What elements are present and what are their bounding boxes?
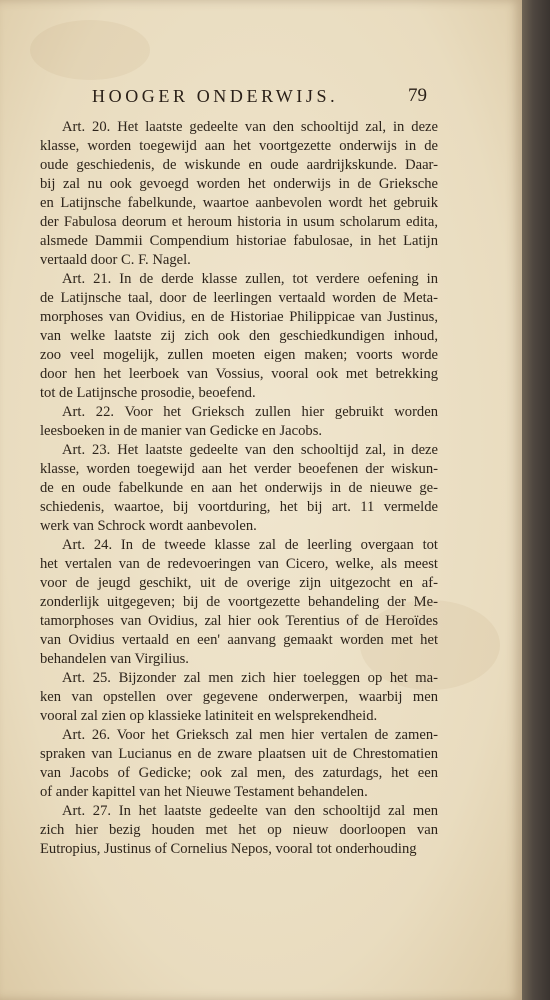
text-line: bij zal nu ook gevoegd worden het onderwijs in de Grieksche: [40, 176, 438, 192]
page-number: 79: [408, 85, 427, 106]
text-line: Art. 27. In het laatste gedeelte van den schooltijd zal men: [62, 803, 438, 819]
page-header: [0, 86, 522, 112]
article-paragraph: [40, 118, 438, 270]
text-line: werk van Schrock wordt aanbevolen.: [40, 518, 257, 534]
text-line: Art. 25. Bijzonder zal men zich hier toeleggen op het ma-: [62, 670, 438, 686]
text-line: vooral zal zien op klassieke latiniteit en welsprekendheid.: [40, 708, 378, 724]
book-edge: [522, 0, 550, 1000]
body-text: [40, 118, 438, 859]
text-line: tamorphoses van Ovidius, zal hier ook Terentius of de Heroïdes: [40, 613, 438, 629]
text-line: oude geschiedenis, de wiskunde en oude aardrijkskunde. Daar-: [40, 157, 438, 173]
text-line: Eutropius, Justinus of Cornelius Nepos, vooral tot onderhouding: [40, 841, 417, 857]
text-line: klasse, worden toegewijd aan het verder beoefenen der wiskun-: [40, 461, 438, 477]
text-line: zoo veel mogelijk, zullen moeten eigen maken; voorts worde: [40, 347, 438, 363]
article-paragraph: [40, 403, 438, 441]
article-paragraph: [40, 536, 438, 669]
text-line: het vertalen van de redevoeringen van Cicero, welke, als meest: [40, 556, 438, 572]
text-line: Art. 24. In de tweede klasse zal de leerling overgaan tot: [62, 537, 438, 553]
paper-stain: [30, 20, 150, 80]
text-line: de Latijnsche taal, door de leerlingen vertaald worden de Meta-: [40, 290, 438, 306]
article-paragraph: [40, 270, 438, 403]
text-line: zonderlijk uitgegeven; bij de voortgezette behandeling der Me-: [40, 594, 438, 610]
text-line: schiedenis, waartoe, bij voortduring, het bij art. 11 vermelde: [40, 499, 438, 515]
text-line: behandelen van Virgilius.: [40, 651, 189, 667]
text-line: Art. 23. Het laatste gedeelte van den schooltijd zal, in deze: [62, 442, 438, 458]
text-line: vertaald door C. F. Nagel.: [40, 252, 191, 268]
text-line: en Latijnsche fabelkunde, waartoe aanbevolen wordt het gebruik: [40, 195, 438, 211]
text-line: leesboeken in de manier van Gedicke en Jacobs.: [40, 423, 323, 439]
article-paragraph: [40, 669, 438, 726]
text-line: ken van opstellen over gegevene onderwerpen, waarbij men: [40, 689, 438, 705]
text-line: of ander kapittel van het Nieuwe Testament behandelen.: [40, 784, 368, 800]
article-paragraph: [40, 802, 438, 859]
text-line: Art. 22. Voor het Grieksch zullen hier gebruikt worden: [62, 404, 438, 420]
text-line: van Jacobs of Gedicke; ook zal men, des zaturdags, het een: [40, 765, 438, 781]
text-line: tot de Latijnsche prosodie, beoefend.: [40, 385, 256, 401]
text-line: alsmede Dammii Compendium historiae fabulosae, in het Latijn: [40, 233, 438, 249]
text-line: klasse, worden toegewijd aan het voortgezette onderwijs in de: [40, 138, 438, 154]
text-line: door hen het leerboek van Vossius, vooral ook met betrekking: [40, 366, 438, 382]
text-line: Art. 21. In de derde klasse zullen, tot verdere oefening in: [62, 271, 438, 287]
article-paragraph: [40, 441, 438, 536]
article-paragraph: [40, 726, 438, 802]
text-line: Art. 20. Het laatste gedeelte van den schooltijd zal, in deze: [62, 119, 438, 135]
text-line: van Ovidius vertaald en een' aanvang gemaakt worden met het: [40, 632, 438, 648]
text-line: der Fabulosa deorum et heroum historia in usum scholarum edita,: [40, 214, 438, 230]
text-line: van welke laatste zij zich ook den geschiedkundigen inhoud,: [40, 328, 438, 344]
text-line: voor de jeugd geschikt, uit de overige zijn uitgezocht en af-: [40, 575, 438, 591]
text-line: de en oude fabelkunde en aan het onderwijs in de nieuwe ge-: [40, 480, 438, 496]
text-line: Art. 26. Voor het Grieksch zal men hier vertalen de zamen-: [62, 727, 438, 743]
text-line: zich hier bezig houden met het op nieuw doorloopen van: [40, 822, 438, 838]
text-line: spraken van Lucianus en de zware plaatsen uit de Chrestomatien: [40, 746, 438, 762]
running-head: HOOGER ONDERWIJS.: [92, 86, 339, 106]
text-line: morphoses van Ovidius, en de Historiae Philippicae van Justinus,: [40, 309, 438, 325]
